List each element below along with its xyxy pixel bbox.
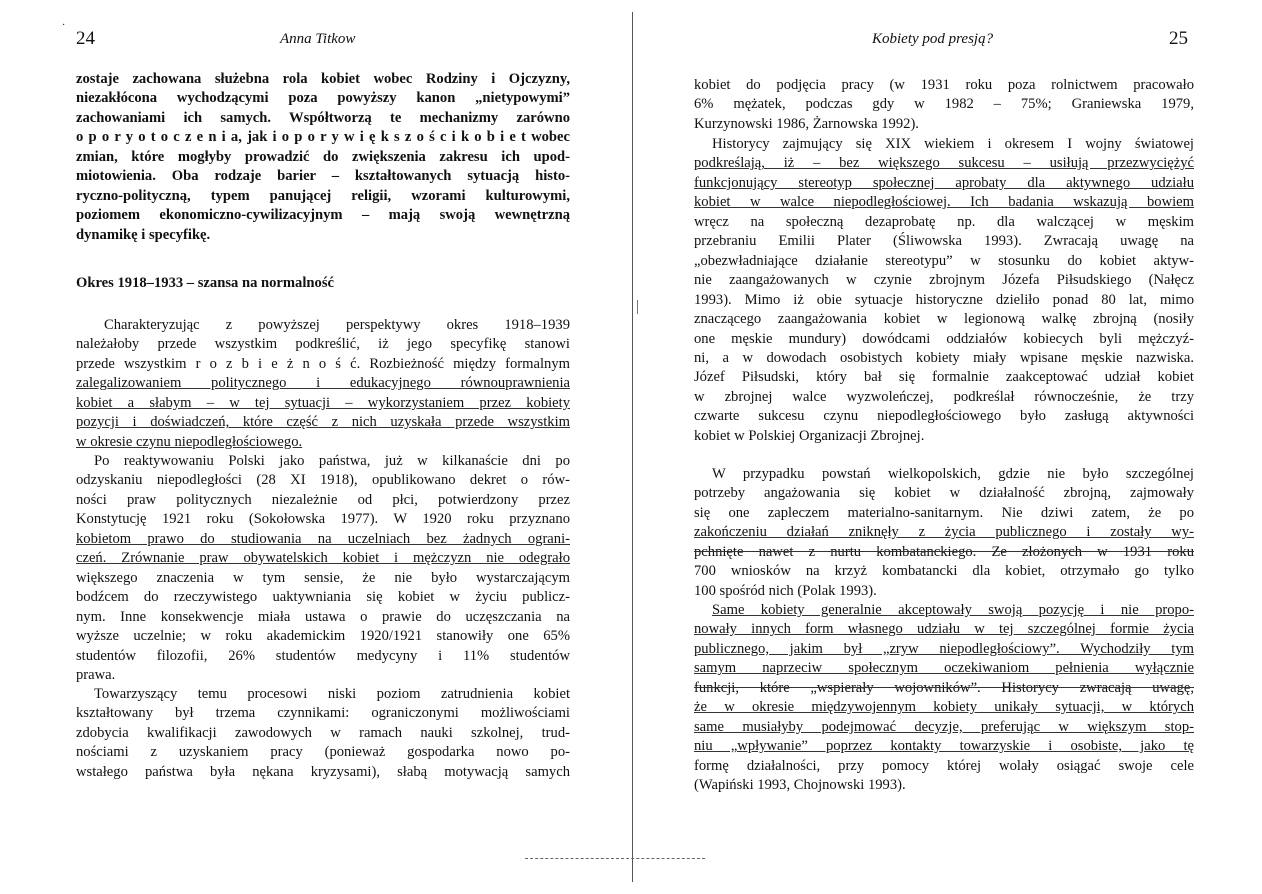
text-line: Historycy zajmujący się XIX wiekiem i okresem I wojny światowej [712,136,1194,152]
text-line: 100 spośród nich (Polak 1993). [694,582,877,599]
text-line-annotated: nowały innych form własnego udziału w tej szczególnej formie życia [694,621,1194,638]
right-paragraph-1 [694,76,1194,134]
text-line: ności praw politycznych niezależnie od płci, potwierdzony przez [76,491,570,508]
left-page-number: 24 [76,28,95,49]
left-paragraph-3 [76,452,570,685]
text-line-annotated: podkreślają, iż – bez większego sukcesu – usiłują przezwyciężyć [694,155,1194,172]
scan-bottom-rule [525,858,705,859]
text-line: się one zapleczem materialno-sanitarnym. Nie dziwi zatem, że po [694,504,1194,521]
text-line: (Wapiński 1993, Chojnowski 1993). [694,777,906,794]
text-line: formę działalności, przy pomocy której wolały osiągać swoje cele [694,757,1194,774]
text-line: kształtowany był trzema czynnikami: ograniczonymi możliwościami [76,705,570,722]
text-line: kobiet w Polskiej Organizacji Zbrojnej. [694,427,925,444]
text-line-annotated: że w okresie międzywojennym kobiety unikały sytuacji, w których [694,699,1194,716]
text-line: w zbrojnej walce wyzwoleńczej, podkreślał równocześnie, że trzy [694,388,1194,405]
text-line: odzyskaniu niepodległości (28 XI 1918), opublikowano dekret o rów- [76,472,570,489]
left-paragraph-4 [76,685,570,782]
text-line: ni, a w dowodach osobistych kobiety miały wpisane męskie nazwiska. [694,349,1194,366]
text-line: Kurzynowski 1986, Żarnowska 1992). [694,115,919,132]
text-line-annotated: kobiet w walce niepodległościowej. Ich badania wskazują bowiem [694,194,1194,211]
text-line: one męskie mundury) dowódcami oddziałów kobiecych byli mężczyź- [694,330,1194,347]
left-page [0,0,620,894]
text-line: studentów filozofii, 26% studentów medycyny i 11% studentów [76,647,570,664]
text-line: przede wszystkim r o z b i e ż n o ś ć. Rozbieżność między formalnym [76,355,570,372]
right-running-head: Kobiety pod presją? [872,31,994,47]
text-line: ryczno-polityczną, typem panującej religii, wzorami kulturowymi, [76,187,570,204]
text-line: zostaje zachowana służebna rola kobiet wobec Rodziny i Ojczyzny, [76,71,570,87]
right-paragraph-2 [694,135,1194,446]
left-running-head: Anna Titkow [280,31,356,47]
text-line-annotated: kobietom prawo do studiowania na uczelniach bez żadnych ograni- [76,530,570,547]
text-line: 1993). Mimo iż obie sytuacje historyczne dzieliło ponad 80 lat, mimo [694,291,1194,308]
text-line-annotated: same musiałyby podejmować decyzje, preferując w większym stop- [694,718,1194,735]
text-line: nym. Inne konsekwencje miała ustawa o prawie do uczęszczania na [76,608,570,625]
text-line: Józef Piłsudski, który bał się formalnie zaakceptować udział kobiet [694,369,1194,386]
text-line: poziomem ekonomiczno-cywilizacyjnym – mają swoją wewnętrzną [76,207,570,224]
text-line: przebraniu Emilii Plater (Śliwowska 1993). Zwracają uwagę na [694,233,1194,250]
text-line-annotated: czeń. Zrównanie praw obywatelskich kobiet i mężczyzn nie odegrało [76,550,570,567]
text-line-annotated: funkcjonujący stereotyp społecznej aprobaty dla aktywnego udziału [694,174,1194,191]
scan-speck: · [62,20,66,31]
text-line: zdobycia kwalifikacji zawodowych w ramach nauki szkolnej, trud- [76,724,570,741]
text-line-annotated: zakończeniu działań zniknęły z życia publicznego i zostały wy- [694,524,1194,541]
text-line: nościami z uzyskaniem pracy (ponieważ gospodarka nowo po- [76,744,570,761]
text-line-annotated: kobiet a słabym – w tej sytuacji – wykorzystaniem przez kobiety [76,394,570,411]
text-line: większego znaczenia w tym sensie, że nie było wystarczającym [76,569,570,586]
text-line: zmian, które mogłyby prowadzić do zwiększenia zakresu ich upod- [76,148,570,165]
section-heading: Okres 1918–1933 – szansa na normalność [76,275,334,291]
right-paragraph-4 [694,601,1194,796]
text-line: Towarzyszący temu procesowi niski poziom zatrudnienia kobiet [94,686,570,702]
text-line: W przypadku powstań wielkopolskich, gdzie nie było szczególnej [712,466,1194,482]
text-line: wręcz na społeczną dezaprobatę np. dla walczącej w męskim [694,213,1194,230]
text-line-annotated: pchnięte nawet z nurtu kombatanckiego. Ze złożonych w 1931 roku [694,543,1194,560]
text-line: kobiet do podjęcia pracy (w 1931 roku poza rolnictwem pracowało [694,77,1194,93]
text-line: należałoby przede wszystkim podkreślić, iż jego specyfikę stanowi [76,336,570,353]
left-paragraph-2 [76,316,570,452]
text-line: miotowienia. Oba rodzaje barier – kształtowanych sytuacją histo- [76,168,570,185]
text-line-annotated: pozycji i doświadczeń, które część z nich uzyskała przede wszystkim [76,414,570,431]
text-line: wyższe uczelnie; w roku akademickim 1920/1921 stanowiły one 65% [76,628,570,645]
text-line: prawa. [76,666,116,683]
text-line: wstałego państwa była nękana kryzysami), słabą motywacją samych [76,763,570,780]
text-line: „obezwładniające działanie stereotypu” w stosunku do kobiet aktyw- [694,252,1194,269]
text-line: czwarte sukcesu czynu niepodległościowego było zasługą aktywności [694,408,1194,425]
text-line: bodźcem do rzeczywistego uaktywniania się kobiet w życiu publicz- [76,589,570,606]
text-line: nie zaangażowanych w czynie zbrojnym Józefa Piłsudskiego (Nałęcz [694,272,1194,289]
text-line: o p o r y o t o c z e n i a, jak i o p o r y w i ę k s z o ś c i k o b i e t wobec [76,129,570,146]
text-line: znaczącego zaangażowania kobiet w legionową walkę zbrojną (nosiły [694,311,1194,328]
right-page-number: 25 [1169,28,1188,49]
text-line-annotated: zalegalizowaniem politycznego i edukacyjnego równouprawnienia [76,375,570,392]
text-line: Konstytucję 1921 roku (Sokołowska 1977). W 1920 roku przyznano [76,511,570,528]
text-line-annotated: w okresie czynu niepodległościowego. [76,433,303,450]
text-line-annotated: samym naprzeciw społecznym oczekiwaniom pełnienia wyłącznie [694,660,1194,677]
text-line: 700 wniosków na krzyż kombatancki dla kobiet, otrzymało go tylko [694,563,1194,580]
text-line: Po reaktywowaniu Polski jako państwa, już w kilkanaście dni po [94,453,570,469]
right-paragraph-3 [694,465,1194,601]
text-line: dynamikę i specyfikę. [76,226,211,243]
right-page [630,0,1262,894]
left-paragraph-1 [76,70,570,245]
text-line: Charakteryzując z powyższej perspektywy okres 1918–1939 [104,317,570,333]
text-line: niezakłócona wychodzącymi poza powyższy kanon „nietypowymi” [76,90,570,107]
text-line-annotated: funkcji, które „wspierały wojowników”. Historycy zwracają uwagę, [694,679,1194,696]
text-line: 6% mężatek, podczas gdy w 1982 – 75%; Graniewska 1979, [694,96,1194,113]
text-line-annotated: publicznego, jakim był „zryw niepodległościowy”. Wychodziły tym [694,640,1194,657]
text-line-annotated: niu „wpływanie” poprzez kontakty towarzyskie i osobiste, jako tę [694,738,1194,755]
text-line: zachowaniami ich samych. Współtworzą te mechanizmy zarówno [76,109,570,126]
text-line: potrzeby angażowania się kobiet w działalność zbrojną, zajmowały [694,485,1194,502]
text-line-annotated: Same kobiety generalnie akceptowały swoją pozycję i nie propo- [712,602,1194,618]
